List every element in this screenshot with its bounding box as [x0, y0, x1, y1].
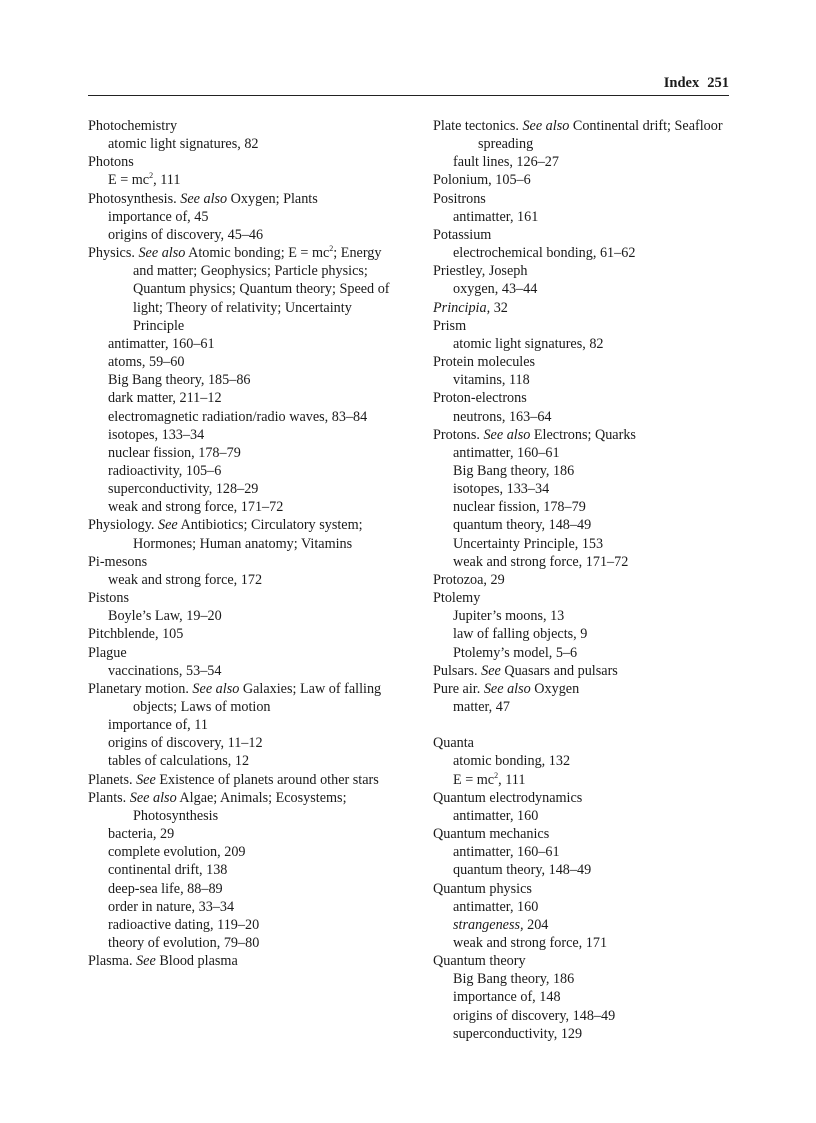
index-subentry	[88, 226, 403, 244]
entry-text: electrochemical bonding, 61–62	[453, 245, 636, 262]
entry-text: weak and strong force, 171–72	[108, 499, 284, 516]
entry-text: antimatter, 160	[453, 898, 539, 915]
entry-text: 204	[523, 916, 549, 933]
entry-text: Plague	[88, 644, 127, 661]
see-reference-text: See also	[138, 245, 186, 262]
see-reference-text: See also	[192, 680, 240, 697]
index-entry	[433, 117, 733, 153]
entry-text: antimatter, 160–61	[453, 844, 560, 861]
entry-text: Electrons; Quarks	[530, 426, 636, 443]
see-reference-text: See also	[483, 680, 531, 697]
entry-text: electromagnetic radiation/radio waves, 83–84	[108, 408, 368, 425]
index-subentry	[88, 426, 403, 444]
index-entry	[433, 262, 733, 280]
entry-text: Quantum electrodynamics	[433, 789, 583, 806]
entry-text: , 111	[498, 771, 526, 788]
entry-text: Antibiotics; Circulatory system; Hormones; Human anatomy; Vitamins	[133, 517, 363, 552]
entry-text: Galaxies; Law of falling objects; Laws of motion	[133, 680, 382, 715]
entry-text: Big Bang theory, 185–86	[108, 372, 251, 389]
entry-text: origins of discovery, 11–12	[108, 735, 263, 752]
entry-text: bacteria, 29	[108, 826, 175, 843]
entry-text: law of falling objects, 9	[453, 626, 588, 643]
see-reference-text: See also	[522, 118, 570, 134]
entry-text: Pitchblende, 105	[88, 626, 184, 643]
superscript: 2	[329, 244, 334, 254]
index-subentry	[433, 462, 733, 480]
entry-text: Planets.	[88, 771, 137, 788]
index-subentry	[88, 571, 403, 589]
index-subentry	[88, 408, 403, 426]
entry-text: Boyle’s Law, 19–20	[108, 608, 222, 625]
entry-text: Physics.	[88, 245, 139, 262]
index-subentry	[88, 861, 403, 879]
see-reference-text: strangeness,	[453, 916, 524, 933]
entry-text: Ptolemy’s model, 5–6	[453, 644, 578, 661]
index-entry	[433, 571, 733, 589]
index-subentry	[88, 208, 403, 226]
index-entry	[88, 153, 403, 171]
index-subentry	[433, 752, 733, 770]
index-entry	[433, 353, 733, 371]
see-reference-text: See also	[483, 426, 531, 443]
entry-text: Protozoa, 29	[433, 571, 505, 588]
entry-text: Pulsars.	[433, 662, 482, 679]
entry-text: isotopes, 133–34	[108, 426, 205, 443]
entry-text: atomic light signatures, 82	[453, 335, 604, 352]
index-entry	[88, 516, 403, 552]
entry-text: Oxygen; Plants	[227, 190, 318, 207]
see-reference-text: See	[481, 662, 501, 679]
index-entry	[433, 426, 733, 444]
index-subentry	[88, 171, 403, 189]
entry-text: Pure air.	[433, 680, 484, 697]
entry-text: Uncertainty Principle, 153	[453, 535, 604, 552]
index-subentry	[88, 880, 403, 898]
entry-text: Priestley, Joseph	[433, 263, 528, 280]
entry-text: Quanta	[433, 735, 474, 752]
index-subentry	[433, 535, 733, 553]
entry-text: deep-sea life, 88–89	[108, 880, 223, 897]
see-reference-text: Principia,	[433, 299, 491, 316]
entry-text: oxygen, 43–44	[453, 281, 538, 298]
index-entry	[88, 190, 403, 208]
see-reference-text: See also	[129, 789, 177, 806]
entry-text: Quantum physics	[433, 880, 532, 897]
entry-text: Positrons	[433, 190, 486, 207]
entry-text: fault lines, 126–27	[453, 154, 559, 171]
letter-group-gap	[433, 716, 733, 734]
index-entry	[88, 589, 403, 607]
entry-text: Oxygen	[530, 680, 580, 697]
index-subentry	[433, 244, 733, 262]
index-entry	[88, 789, 403, 825]
entry-text: Quantum theory	[433, 953, 526, 970]
index-subentry	[88, 898, 403, 916]
index-subentry	[88, 353, 403, 371]
index-subentry	[433, 444, 733, 462]
index-subentry	[433, 553, 733, 571]
index-column-left	[88, 117, 403, 970]
index-subentry	[88, 480, 403, 498]
entry-text: vitamins, 118	[453, 372, 530, 389]
entry-text: Existence of planets around other stars	[155, 771, 379, 788]
see-reference-text: See also	[180, 190, 228, 207]
see-reference-text: See	[136, 771, 156, 788]
entry-text: complete evolution, 209	[108, 844, 246, 861]
index-subentry	[433, 480, 733, 498]
index-entry	[88, 644, 403, 662]
index-subentry	[433, 916, 733, 934]
header-rule	[88, 95, 729, 96]
entry-text: antimatter, 160	[453, 807, 539, 824]
entry-text: Pistons	[88, 590, 130, 607]
entry-text: weak and strong force, 171–72	[453, 553, 629, 570]
entry-text: Quasars and pulsars	[500, 662, 618, 679]
entry-text: Algae; Animals; Ecosystems; Photosynthesis	[133, 789, 347, 824]
index-entry	[88, 553, 403, 571]
index-subentry	[433, 861, 733, 879]
entry-text: antimatter, 161	[453, 208, 539, 225]
entry-text: Prism	[433, 317, 467, 334]
index-subentry	[88, 825, 403, 843]
index-subentry	[88, 662, 403, 680]
entry-text: theory of evolution, 79–80	[108, 935, 260, 952]
entry-text: radioactivity, 105–6	[108, 462, 222, 479]
entry-text: matter, 47	[453, 699, 510, 715]
index-subentry	[88, 371, 403, 389]
index-entry	[88, 117, 403, 135]
entry-text: Atomic bonding; E = mc	[185, 245, 330, 262]
entry-text: antimatter, 160–61	[108, 335, 215, 352]
running-header	[88, 74, 729, 92]
index-entry	[433, 190, 733, 208]
index-subentry	[88, 752, 403, 770]
index-entry	[433, 317, 733, 335]
see-reference-text: See	[136, 953, 156, 970]
entry-text: Jupiter’s moons, 13	[453, 608, 565, 625]
index-subentry	[433, 516, 733, 534]
entry-text: Potassium	[433, 226, 492, 243]
index-subentry	[433, 1025, 733, 1043]
index-subentry	[433, 153, 733, 171]
index-subentry	[433, 970, 733, 988]
entry-text: vaccinations, 53–54	[108, 662, 222, 679]
entry-text: Photons	[88, 154, 134, 171]
entry-text: weak and strong force, 171	[453, 935, 608, 952]
entry-text: Plants.	[88, 789, 130, 806]
entry-text: radioactive dating, 119–20	[108, 916, 260, 933]
entry-text: Photosynthesis.	[88, 190, 181, 207]
superscript: 2	[149, 171, 154, 181]
entry-text: importance of, 148	[453, 989, 561, 1006]
entry-text: superconductivity, 129	[453, 1025, 583, 1042]
entry-text: Physiology.	[88, 517, 159, 534]
index-subentry	[433, 335, 733, 353]
entry-text: quantum theory, 148–49	[453, 517, 592, 534]
entry-text: importance of, 11	[108, 717, 208, 734]
entry-text: , 111	[153, 172, 181, 189]
index-entry	[433, 880, 733, 898]
header-title: Index	[663, 75, 700, 91]
index-subentry	[88, 607, 403, 625]
entry-text: Continental drift; Seafloor spreading	[478, 118, 723, 153]
see-reference-text: See	[158, 517, 178, 534]
index-subentry	[433, 898, 733, 916]
index-subentry	[433, 934, 733, 952]
index-subentry	[88, 462, 403, 480]
index-subentry	[433, 625, 733, 643]
entry-text: Protein molecules	[433, 354, 536, 371]
index-subentry	[433, 988, 733, 1006]
index-subentry	[433, 644, 733, 662]
entry-text: 32	[490, 299, 508, 316]
entry-text: tables of calculations, 12	[108, 753, 250, 770]
index-subentry	[433, 807, 733, 825]
index-subentry	[433, 280, 733, 298]
index-subentry	[88, 916, 403, 934]
entry-text: origins of discovery, 148–49	[453, 1007, 616, 1024]
entry-text: superconductivity, 128–29	[108, 481, 259, 498]
index-subentry	[88, 716, 403, 734]
index-entry	[433, 789, 733, 807]
entry-text: order in nature, 33–34	[108, 898, 235, 915]
index-subentry	[88, 498, 403, 516]
entry-text: Pi-mesons	[88, 553, 148, 570]
entry-text: Big Bang theory, 186	[453, 971, 575, 988]
index-subentry	[433, 498, 733, 516]
entry-text: E = mc	[108, 172, 150, 189]
index-subentry	[88, 934, 403, 952]
entry-text: Blood plasma	[155, 953, 238, 970]
index-subentry	[433, 371, 733, 389]
entry-text: nuclear fission, 178–79	[108, 444, 241, 461]
index-subentry	[433, 208, 733, 226]
index-entry	[433, 734, 733, 752]
index-entry	[88, 680, 403, 716]
entry-text: atomic bonding, 132	[453, 753, 571, 770]
index-entry	[433, 171, 733, 189]
entry-text: continental drift, 138	[108, 862, 228, 879]
page-number: 251	[707, 75, 729, 91]
index-entry	[433, 662, 733, 680]
entry-text: Protons.	[433, 426, 484, 443]
entry-text: Polonium, 105–6	[433, 172, 531, 189]
index-entry	[88, 771, 403, 789]
entry-text: Planetary motion.	[88, 680, 193, 697]
index-subentry	[433, 1007, 733, 1025]
entry-text: Plate tectonics.	[433, 118, 523, 134]
index-subentry	[433, 843, 733, 861]
index-subentry	[88, 135, 403, 153]
index-subentry	[433, 408, 733, 426]
index-entry	[88, 625, 403, 643]
entry-text: Photochemistry	[88, 118, 178, 134]
index-subentry	[88, 389, 403, 407]
index-column-right	[433, 117, 733, 1043]
entry-text: neutrons, 163–64	[453, 408, 552, 425]
entry-text: atomic light signatures, 82	[108, 136, 259, 153]
index-entry	[433, 680, 733, 698]
index-subentry	[433, 771, 733, 789]
entry-text: atoms, 59–60	[108, 354, 185, 371]
index-subentry	[88, 335, 403, 353]
entry-text: Quantum mechanics	[433, 826, 550, 843]
entry-text: Ptolemy	[433, 590, 481, 607]
entry-text: Proton-electrons	[433, 390, 527, 407]
entry-text: ; Energy and matter; Geophysics; Particle physics; Quantum physics; Quantum theory; Speed of light; Theory of relativity; Uncertainty Principle	[133, 245, 390, 334]
entry-text: quantum theory, 148–49	[453, 862, 592, 879]
entry-text: nuclear fission, 178–79	[453, 499, 586, 516]
entry-text: importance of, 45	[108, 208, 209, 225]
entry-text: weak and strong force, 172	[108, 571, 263, 588]
index-entry	[433, 389, 733, 407]
index-entry	[433, 589, 733, 607]
index-subentry	[433, 607, 733, 625]
index-entry	[433, 299, 733, 317]
index-subentry	[88, 734, 403, 752]
index-subentry	[88, 444, 403, 462]
entry-text: Plasma.	[88, 953, 137, 970]
superscript: 2	[494, 770, 499, 780]
entry-text: isotopes, 133–34	[453, 481, 550, 498]
index-entry	[433, 226, 733, 244]
index-subentry	[433, 698, 733, 716]
entry-text: antimatter, 160–61	[453, 444, 560, 461]
entry-text: Big Bang theory, 186	[453, 462, 575, 479]
index-entry	[88, 244, 403, 335]
entry-text: E = mc	[453, 771, 495, 788]
index-entry	[433, 952, 733, 970]
entry-text: origins of discovery, 45–46	[108, 226, 264, 243]
index-entry	[88, 952, 403, 970]
index-subentry	[88, 843, 403, 861]
entry-text: dark matter, 211–12	[108, 390, 222, 407]
index-entry	[433, 825, 733, 843]
